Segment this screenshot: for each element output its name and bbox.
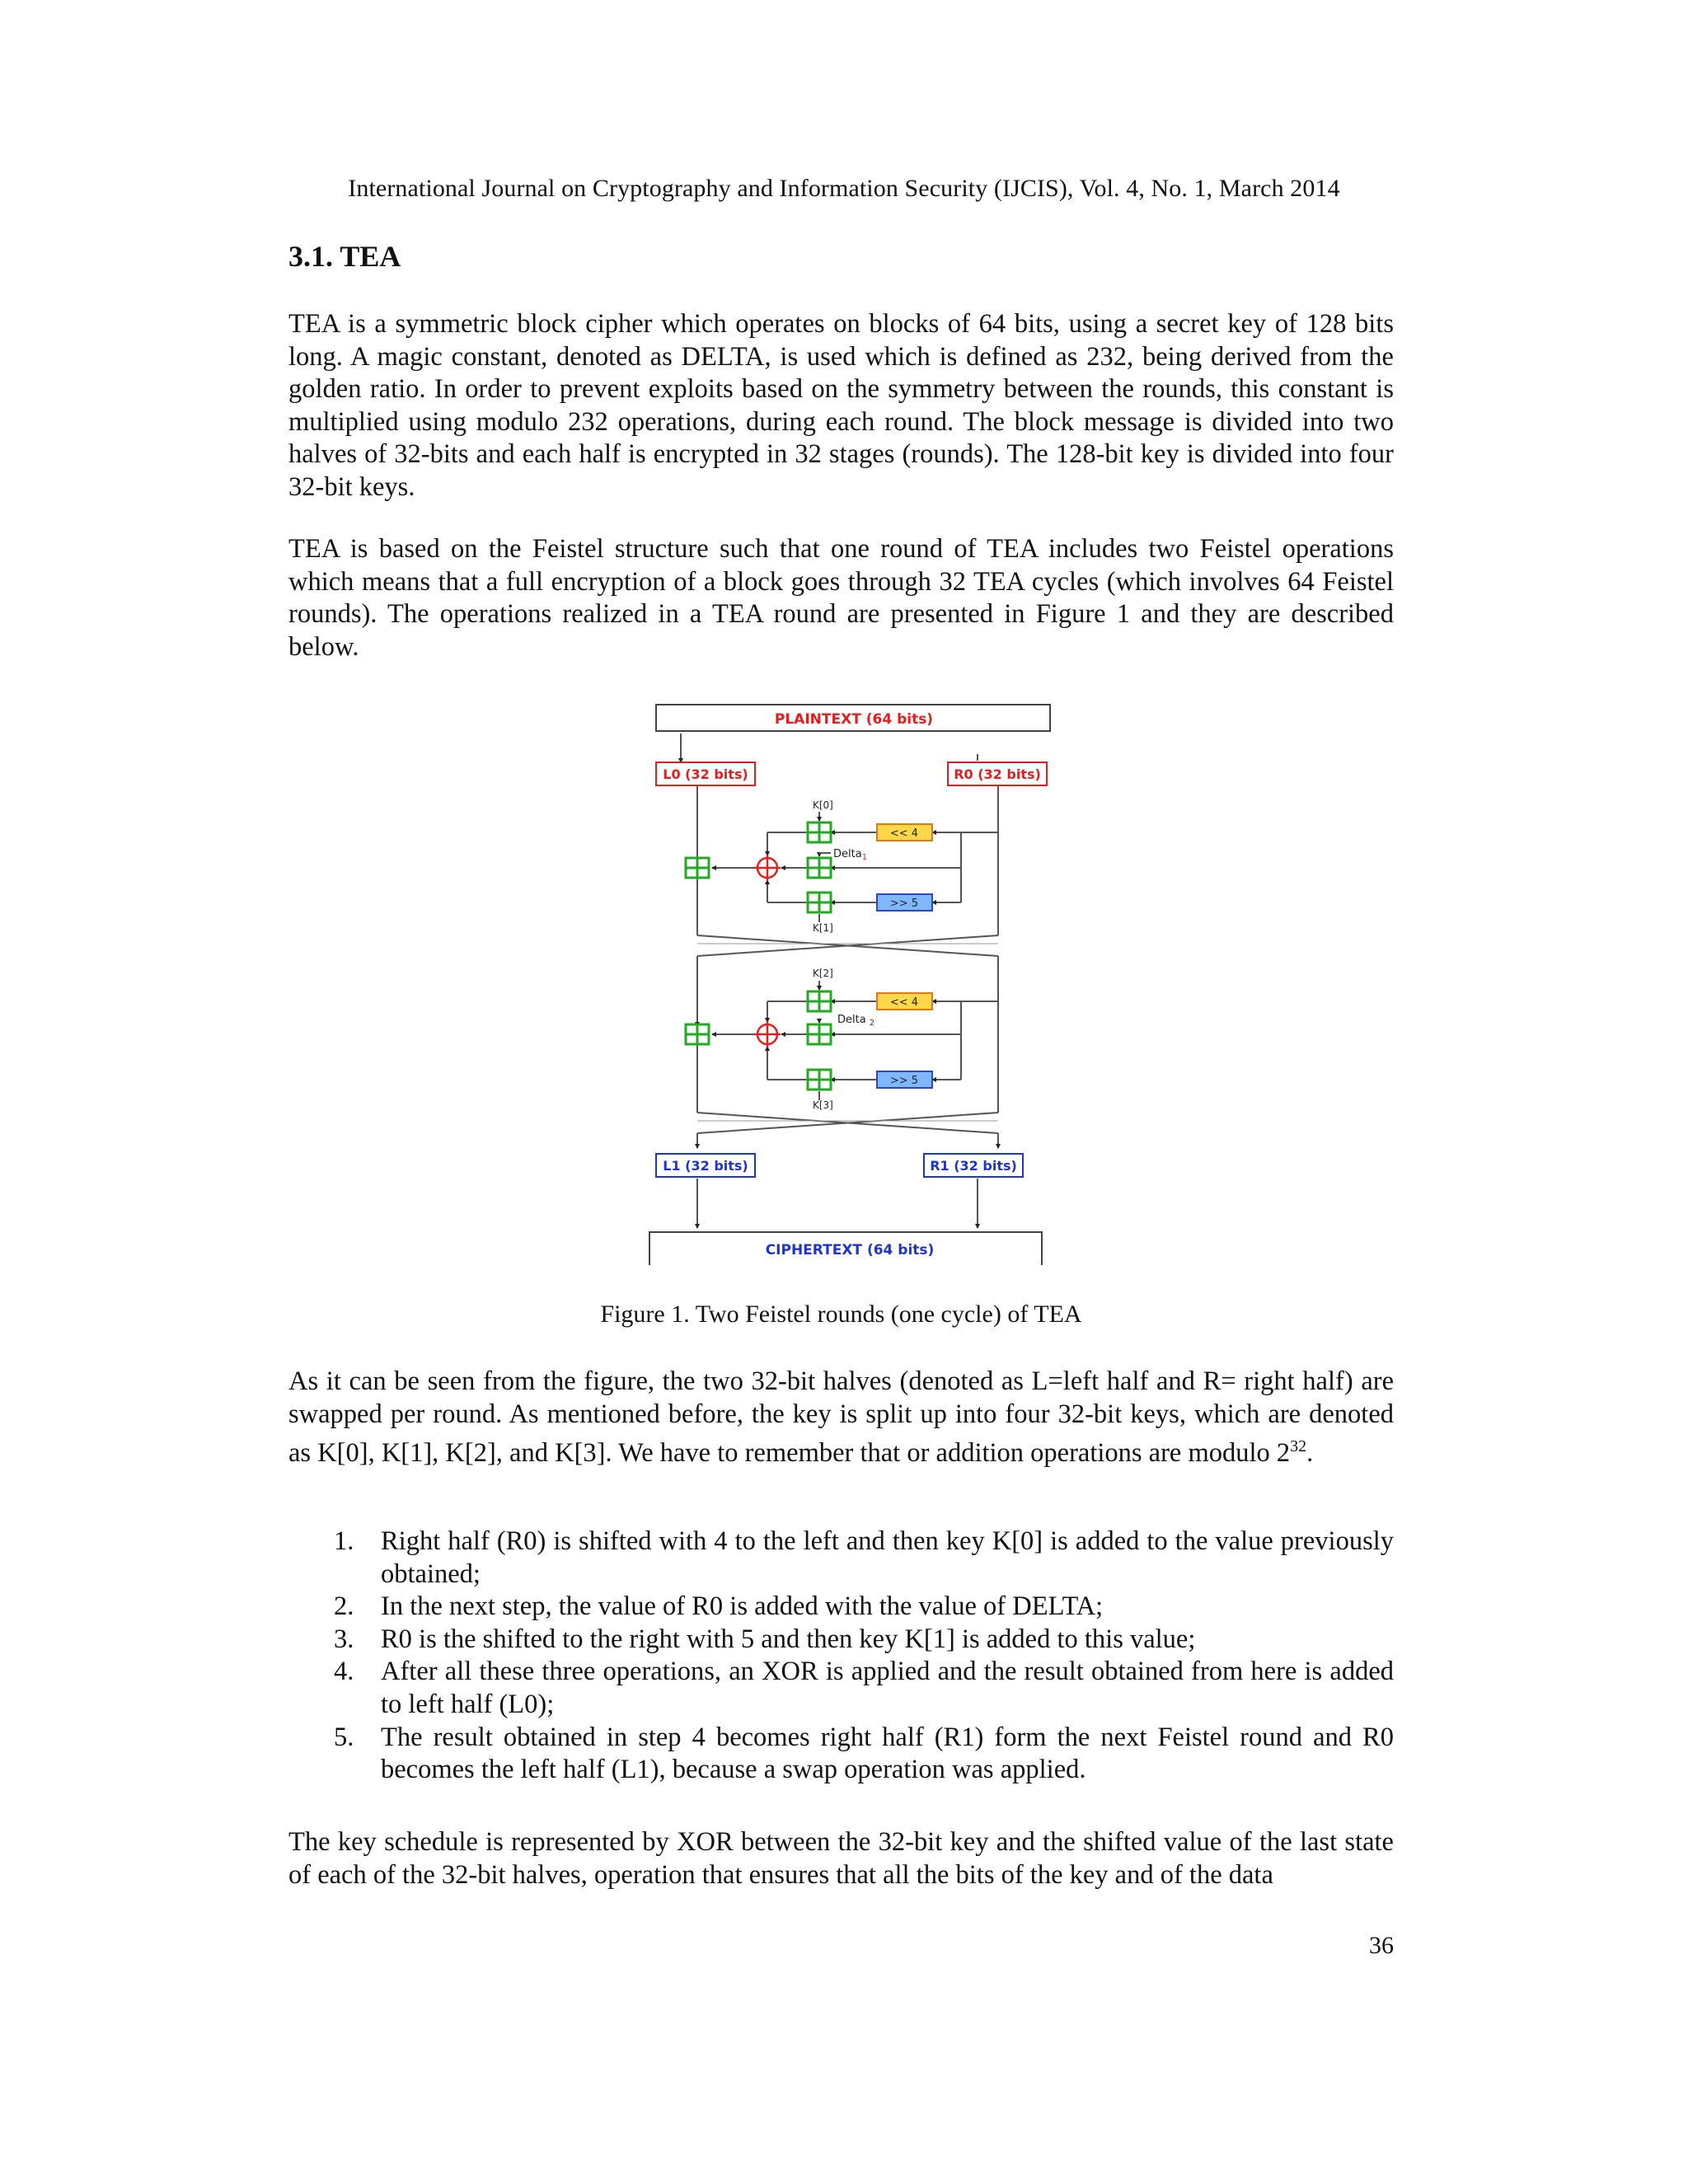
l0-label: L0 (32 bits)	[663, 766, 748, 782]
list-item: 5. The result obtained in step 4 becomes right half (R1) form the next Feistel round and R0 becomes the left half (L1), because a swap operation was applied.	[334, 1722, 1394, 1785]
r1-label: R1 (32 bits)	[930, 1158, 1017, 1174]
paragraph-key-schedule: The key schedule is represented by XOR between the 32-bit key and the shifted value of the last state of each of the 32-bit halves, operation that ensures that all the bits of the key and of the data	[288, 1827, 1394, 1890]
k3-label: K[3]	[813, 1099, 833, 1111]
adder-k1-icon	[808, 893, 831, 912]
r0-label: R0 (32 bits)	[954, 766, 1041, 782]
figure-caption: Figure 1. Two Feistel rounds (one cycle) of TEA	[600, 1301, 1082, 1328]
paragraph-swap-description: As it can be seen from the figure, the two 32-bit halves (denoted as L=left half and R= right half) are swapped per round. As mentioned before, the key is split up into four 32-bit keys, which are denoted as K[0], K[1], K[2], and K[3]. We have to remember that or addition operations are modulo $2^{32}$.	[288, 1366, 1394, 1469]
running-header: International Journal on Cryptography and Information Security (IJCIS), Vol. 4, No. 1, March 2014	[348, 175, 1340, 202]
figure-tea-rounds	[648, 696, 1052, 1265]
adder-delta2-icon	[808, 1024, 831, 1044]
adder-delta1-icon	[808, 858, 831, 878]
l1-label: L1 (32 bits)	[663, 1158, 748, 1174]
paragraph-tea-intro: TEA is a symmetric block cipher which operates on blocks of 64 bits, using a secret key of 128 bits long. A magic constant, denoted as DELTA, is used which is defined as 232, being derived from the golden ratio. In order to prevent exploits based on the symmetry between the rounds, this constant is multiplied using modulo 232 operations, during each round. The block message is divided into two halves of 32-bits and each half is encrypted in 32 stages (rounds). The 128-bit key is divided into four 32-bit keys.	[288, 309, 1394, 502]
shift-left-4-label: << 4	[889, 827, 919, 840]
adder-k3-icon	[808, 1070, 831, 1090]
adder-k2-icon	[808, 991, 831, 1011]
xor-round2-icon	[754, 1021, 781, 1047]
steps-list	[288, 1526, 1394, 1787]
xor-round1-icon	[754, 855, 781, 881]
list-item: 1. Right half (R0) is shifted with 4 to the left and then key K[0] is added to the value previously obtained;	[334, 1526, 1394, 1589]
shift-right-5-label: >> 5	[889, 898, 919, 910]
paragraph-feistel-structure: TEA is based on the Feistel structure such that one round of TEA includes two Feistel operations which means that a full encryption of a block goes through 32 TEA cycles (which involves 64 Feistel rounds). The operations realized in a TEA round are presented in Figure 1 and they are described below.	[288, 534, 1394, 662]
shift-right-5-round2-label: >> 5	[889, 1075, 919, 1087]
adder-left-round1-icon	[686, 858, 709, 878]
k0-label: K[0]	[813, 799, 833, 811]
k2-label: K[2]	[813, 968, 833, 979]
shift-left-4-round2-label: << 4	[889, 996, 919, 1009]
delta2-label: Delta $_2$	[837, 1014, 875, 1028]
section-heading: 3.1. TEA	[288, 240, 401, 273]
list-item: 3. R0 is the shifted to the right with 5 and then key K[1] is added to this value;	[334, 1624, 1196, 1654]
adder-k0-icon	[808, 823, 831, 842]
ciphertext-label: CIPHERTEXT (64 bits)	[765, 1242, 935, 1258]
k1-label: K[1]	[813, 922, 833, 934]
delta1-label: Delta$_1$	[833, 848, 868, 862]
list-item: 2. In the next step, the value of R0 is added with the value of DELTA;	[334, 1591, 1104, 1622]
plaintext-label: PLAINTEXT (64 bits)	[774, 711, 934, 728]
adder-left-round2-icon	[686, 1024, 709, 1044]
tea-diagram	[648, 696, 1052, 1265]
list-item: 4. After all these three operations, an XOR is applied and the result obtained from here is added to left half (L0);	[334, 1657, 1394, 1719]
page-number: 36	[1369, 1932, 1394, 1959]
exponent: 32	[1290, 1437, 1307, 1456]
